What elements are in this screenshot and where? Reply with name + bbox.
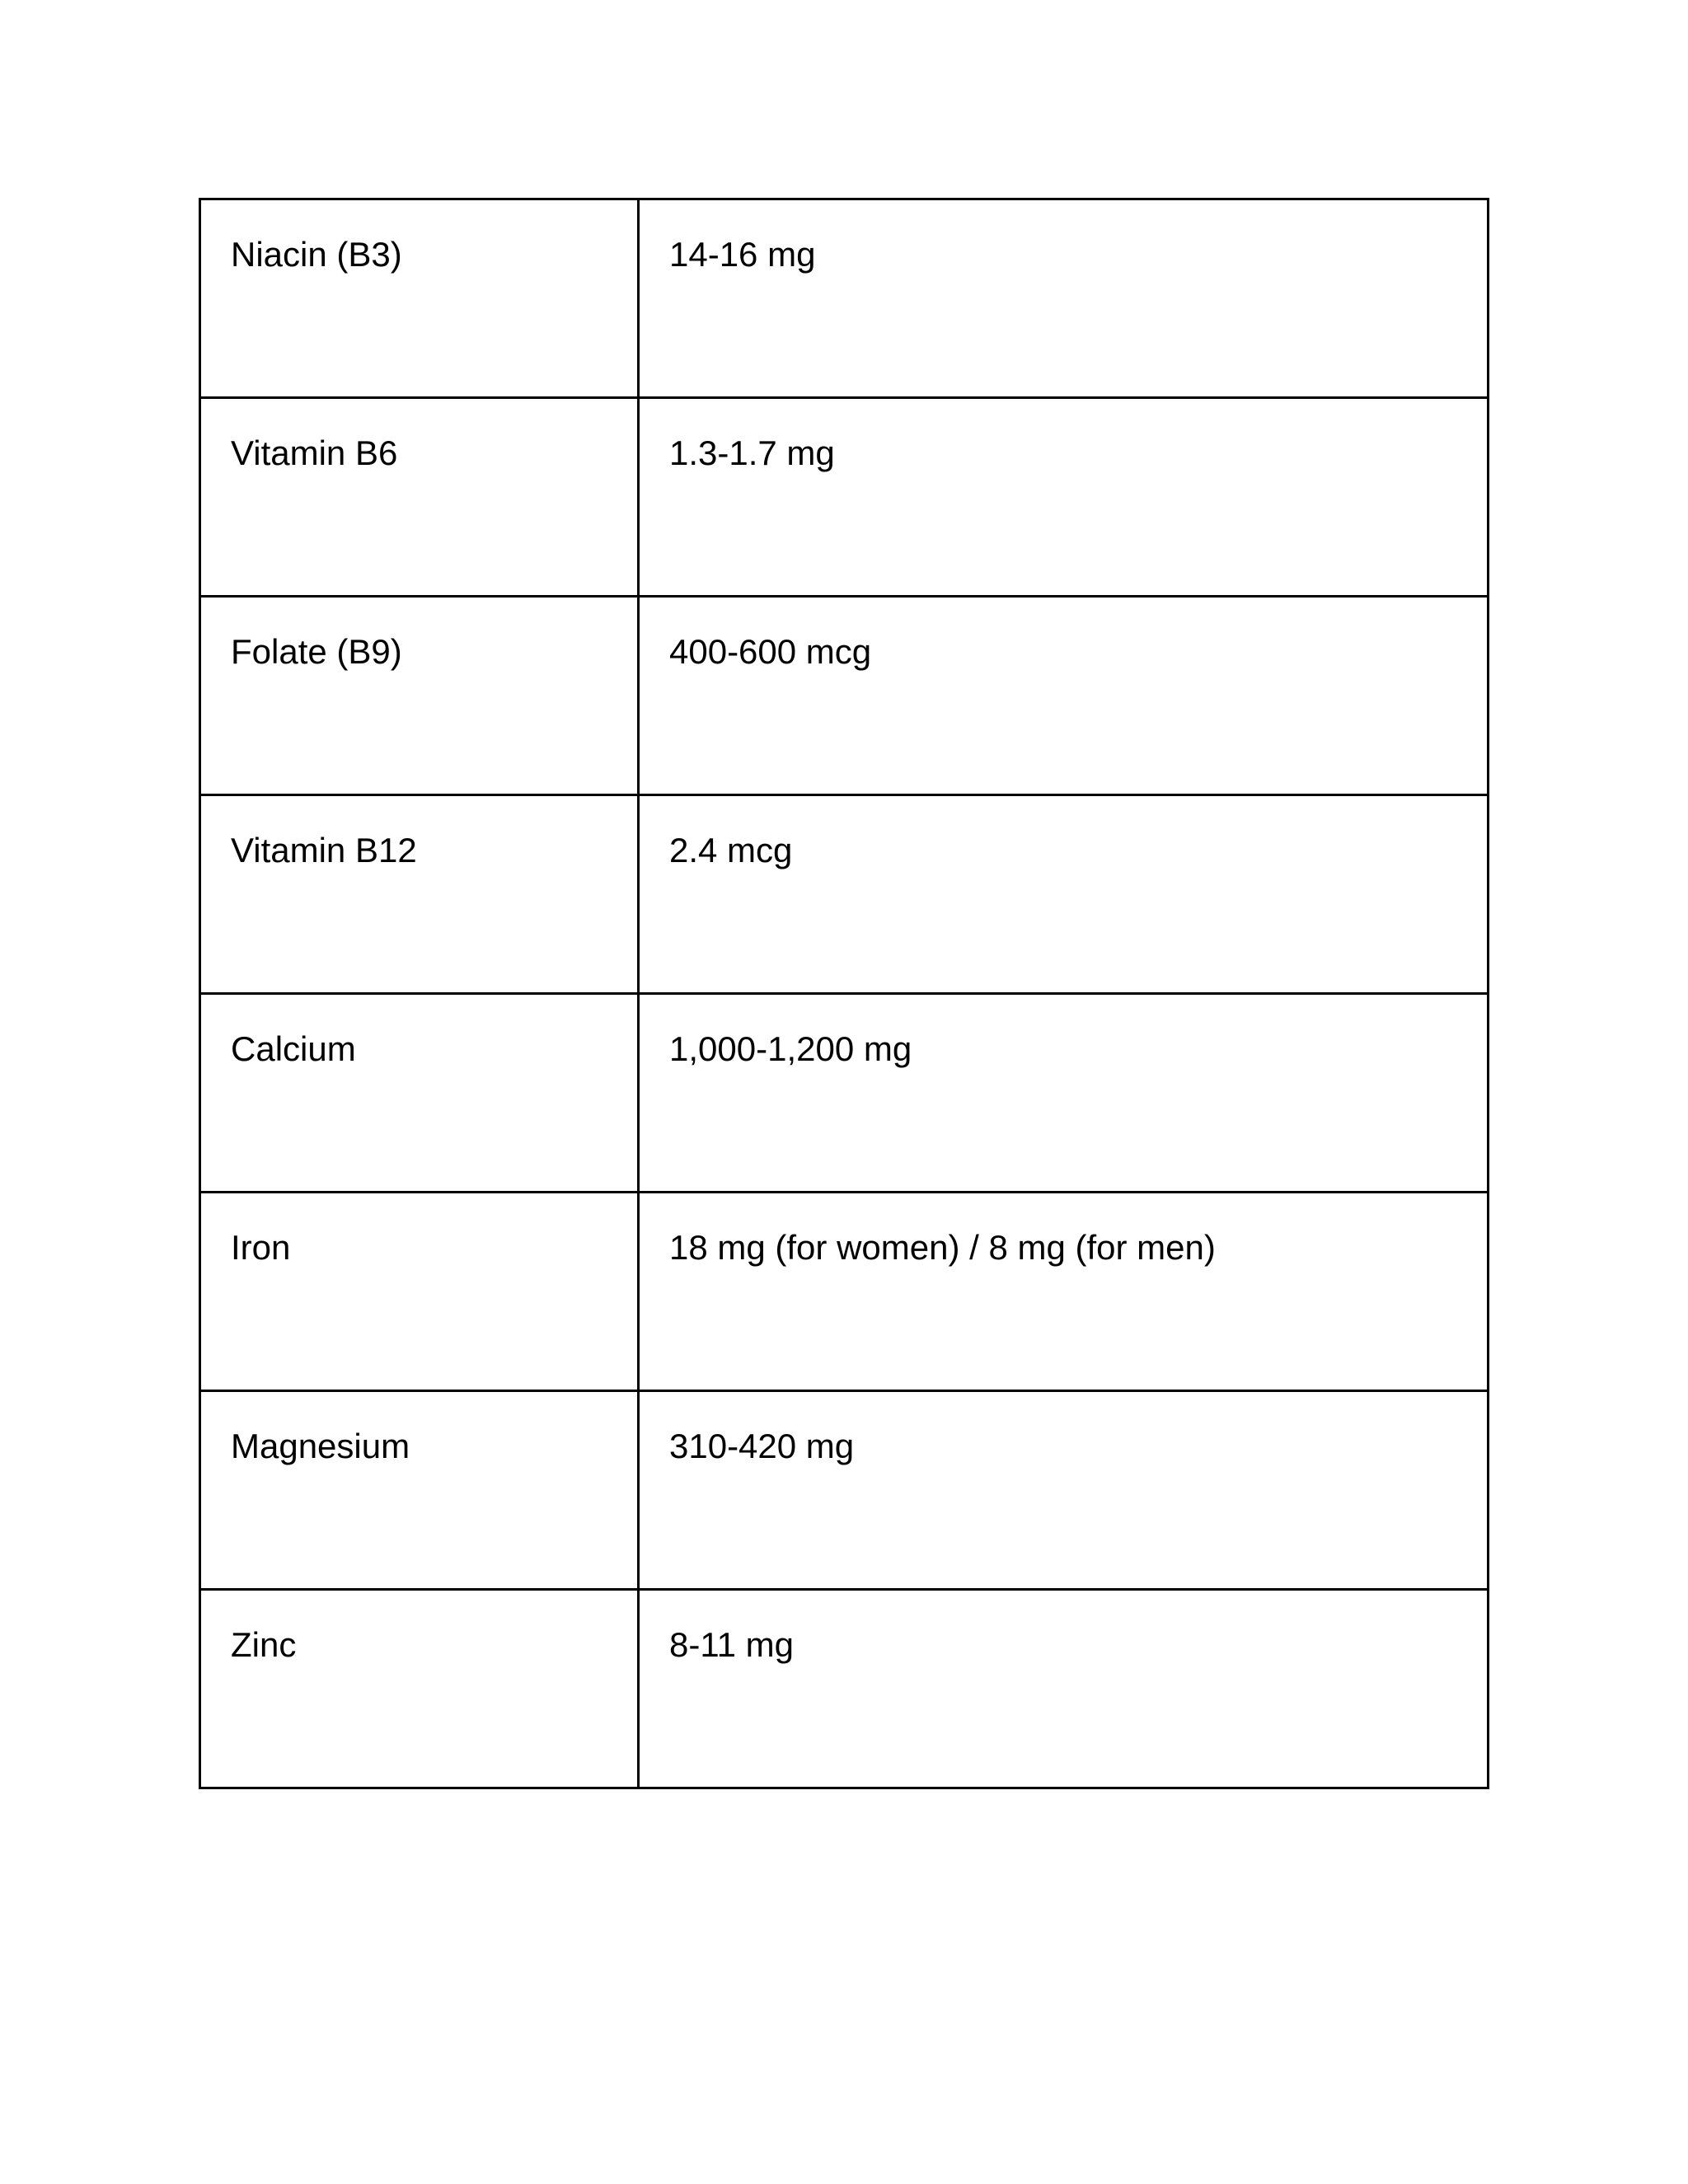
nutrient-name-cell: Vitamin B6: [200, 398, 639, 597]
nutrient-amount-cell: 2.4 mcg: [639, 795, 1489, 994]
nutrient-amount-cell: 18 mg (for women) / 8 mg (for men): [639, 1193, 1489, 1391]
table-row: [200, 597, 1489, 795]
nutrient-amount-cell: 8-11 mg: [639, 1590, 1489, 1788]
table-row: [200, 1193, 1489, 1391]
table-row: [200, 795, 1489, 994]
table-row: [200, 1590, 1489, 1788]
table-row: [200, 994, 1489, 1193]
table-row: [200, 1391, 1489, 1590]
nutrient-name-cell: Vitamin B12: [200, 795, 639, 994]
nutrient-amount-cell: 14-16 mg: [639, 199, 1489, 398]
nutrient-amount-cell: 400-600 mcg: [639, 597, 1489, 795]
table-row: [200, 199, 1489, 398]
nutrient-table: [199, 198, 1489, 1789]
nutrient-name-cell: Zinc: [200, 1590, 639, 1788]
nutrient-amount-cell: 1,000-1,200 mg: [639, 994, 1489, 1193]
nutrient-name-cell: Niacin (B3): [200, 199, 639, 398]
nutrient-name-cell: Calcium: [200, 994, 639, 1193]
nutrient-amount-cell: 1.3-1.7 mg: [639, 398, 1489, 597]
table-row: [200, 398, 1489, 597]
nutrient-name-cell: Folate (B9): [200, 597, 639, 795]
nutrient-name-cell: Iron: [200, 1193, 639, 1391]
nutrient-name-cell: Magnesium: [200, 1391, 639, 1590]
nutrient-amount-cell: 310-420 mg: [639, 1391, 1489, 1590]
